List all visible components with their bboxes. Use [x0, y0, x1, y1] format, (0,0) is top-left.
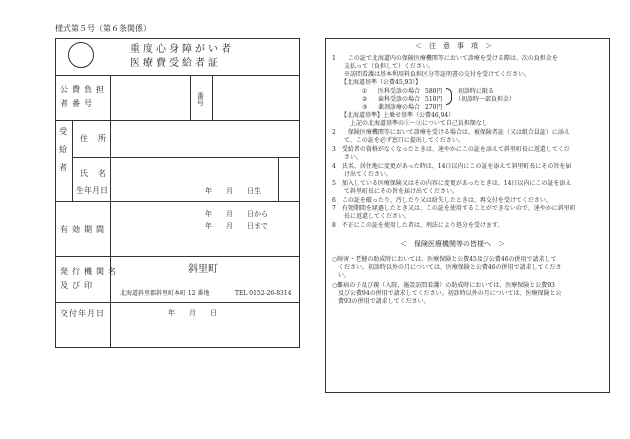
note-line: い。	[332, 272, 351, 279]
insurer-label-1: 公費負担	[60, 85, 108, 94]
dob-label: 生年月日	[76, 186, 108, 195]
fee-num: ②	[362, 96, 368, 103]
fee-amount: 510円	[425, 96, 443, 103]
row-divider	[72, 157, 300, 158]
fee-amount: 580円	[425, 88, 443, 95]
issuer-address: 北海道斜里郡斜里町本町 12 番地	[120, 290, 210, 297]
note-line: ○難病の子及び親（入院、施設訪問看護）の助成時においては、医療保険と公費93	[332, 282, 555, 289]
note-line: 支払って（負担して）ください。	[332, 63, 435, 70]
note-line: ※訪問看護は基本利用料負担区分等証明書の交付を受けてください。	[332, 71, 531, 78]
issue-date-value: 年 月 日	[168, 309, 217, 317]
valid-to: 年 月 日まで	[205, 222, 268, 230]
fee-label: 薬剤診療の場合	[378, 104, 421, 111]
note-line: 4 氏名、居住地に変更があった時は、14日以内にこの証を添えて斜里町長にその旨を届	[332, 163, 572, 170]
note-line: 【北海道基準（公費45,93）】	[332, 79, 422, 86]
issuer-tel: TEL 0152-26-8314	[235, 290, 292, 297]
row-divider	[55, 75, 300, 76]
form-reference: 様式第５号（第６条関係）	[55, 24, 151, 33]
fee-num: ③	[362, 104, 368, 111]
note-line: 及び公費94の併用で請求してください。初診時以外の月については、医療保険と公	[332, 290, 562, 297]
fee-label: 医科受診の場合	[378, 88, 421, 95]
number-label: 番号	[196, 92, 205, 106]
note-line: 6 この証を破ったり、汚したり又は紛失したときは、再交付を受けてください。	[332, 197, 552, 204]
issuer-name: 斜里町	[188, 264, 218, 275]
issuer-label-1: 発行機関名	[60, 267, 120, 276]
dob-value: 年 月 日生	[205, 187, 261, 195]
fee-note-1: 初診時に限る	[458, 88, 495, 95]
note-line: 費93の併用で請求してください。	[332, 298, 430, 305]
fee-label: 歯科受診の場合	[378, 96, 421, 103]
address-label: 住所	[80, 134, 116, 143]
note-line: 7 有効期間を経過したとき又は、この証を使用することができないので、速やかに斜里町	[332, 205, 576, 212]
note-line: て、この証を必ず窓口に提出してください。	[332, 137, 464, 144]
note-line: さい。	[332, 154, 363, 161]
note-line: ください。初診時以外の月については、医療保険と公費46の併用で請求してくださ	[332, 264, 562, 271]
card-title-line1: 重度心身障がい者	[130, 44, 234, 55]
notes-heading: ＜ 注 意 事 項 ＞	[415, 42, 492, 50]
col-divider	[212, 75, 213, 120]
note-line: て斜里町長にその旨を届け出てください。	[332, 188, 459, 195]
fee-num: ①	[362, 88, 368, 95]
row-divider	[55, 302, 300, 303]
issue-date-label: 交付年月日	[60, 309, 105, 318]
note-line: 【北海道基準】上乗せ基準（公費46,94）	[332, 112, 455, 119]
note-line: 上記の北海道基準の①～③について自己負担額なし	[332, 120, 488, 127]
fee-note-2: （初診時一部負担金）	[455, 96, 516, 103]
row-divider	[55, 256, 300, 257]
note-line: 2 保険医療機関等において診療を受ける場合は、被保険者証（又は組合員証）に添え	[332, 129, 570, 136]
row-divider	[55, 120, 300, 121]
card-title-line2: 医療費受給者証	[130, 58, 221, 69]
valid-from: 年 月 日から	[205, 210, 268, 218]
issuer-label-2: 及び印	[60, 281, 96, 290]
recipient-label: 受給者	[58, 127, 68, 181]
note-line: け出てください。	[332, 171, 393, 178]
note-line: ○障害・老健の助成時においては、医療保険と公費45及び公費46の併用で請求して	[332, 256, 557, 263]
note-line: 1 この証で北海道内の保険医療機関等において診療を受ける際は、次の負担金を	[332, 55, 558, 62]
notes-heading-2: ＜ 保険医療機関等の皆様へ ＞	[400, 240, 505, 248]
name-label: 氏名	[80, 169, 116, 178]
col-divider	[72, 120, 73, 201]
col-divider	[190, 75, 191, 120]
col-divider	[278, 157, 279, 201]
note-line: 5 加入している医療保険又はその内容に変更があったときは、14日以内にこの証を添え	[332, 180, 572, 187]
seal-circle	[68, 42, 94, 68]
note-line: 8 不正にこの証を使用した者は、刑法により処分を受けます。	[332, 222, 504, 229]
note-line: 3 受給者の資格がなくなったときは、速やかにこの証を添えて斜里町長に返還してくだ	[332, 146, 570, 153]
insurer-label-2: 者番号	[60, 99, 96, 108]
valid-label: 有効期間	[60, 225, 108, 234]
row-divider	[55, 201, 300, 202]
note-line: 長に返還してください。	[332, 213, 411, 220]
fee-amount: 270円	[425, 104, 443, 111]
col-divider	[110, 302, 111, 348]
